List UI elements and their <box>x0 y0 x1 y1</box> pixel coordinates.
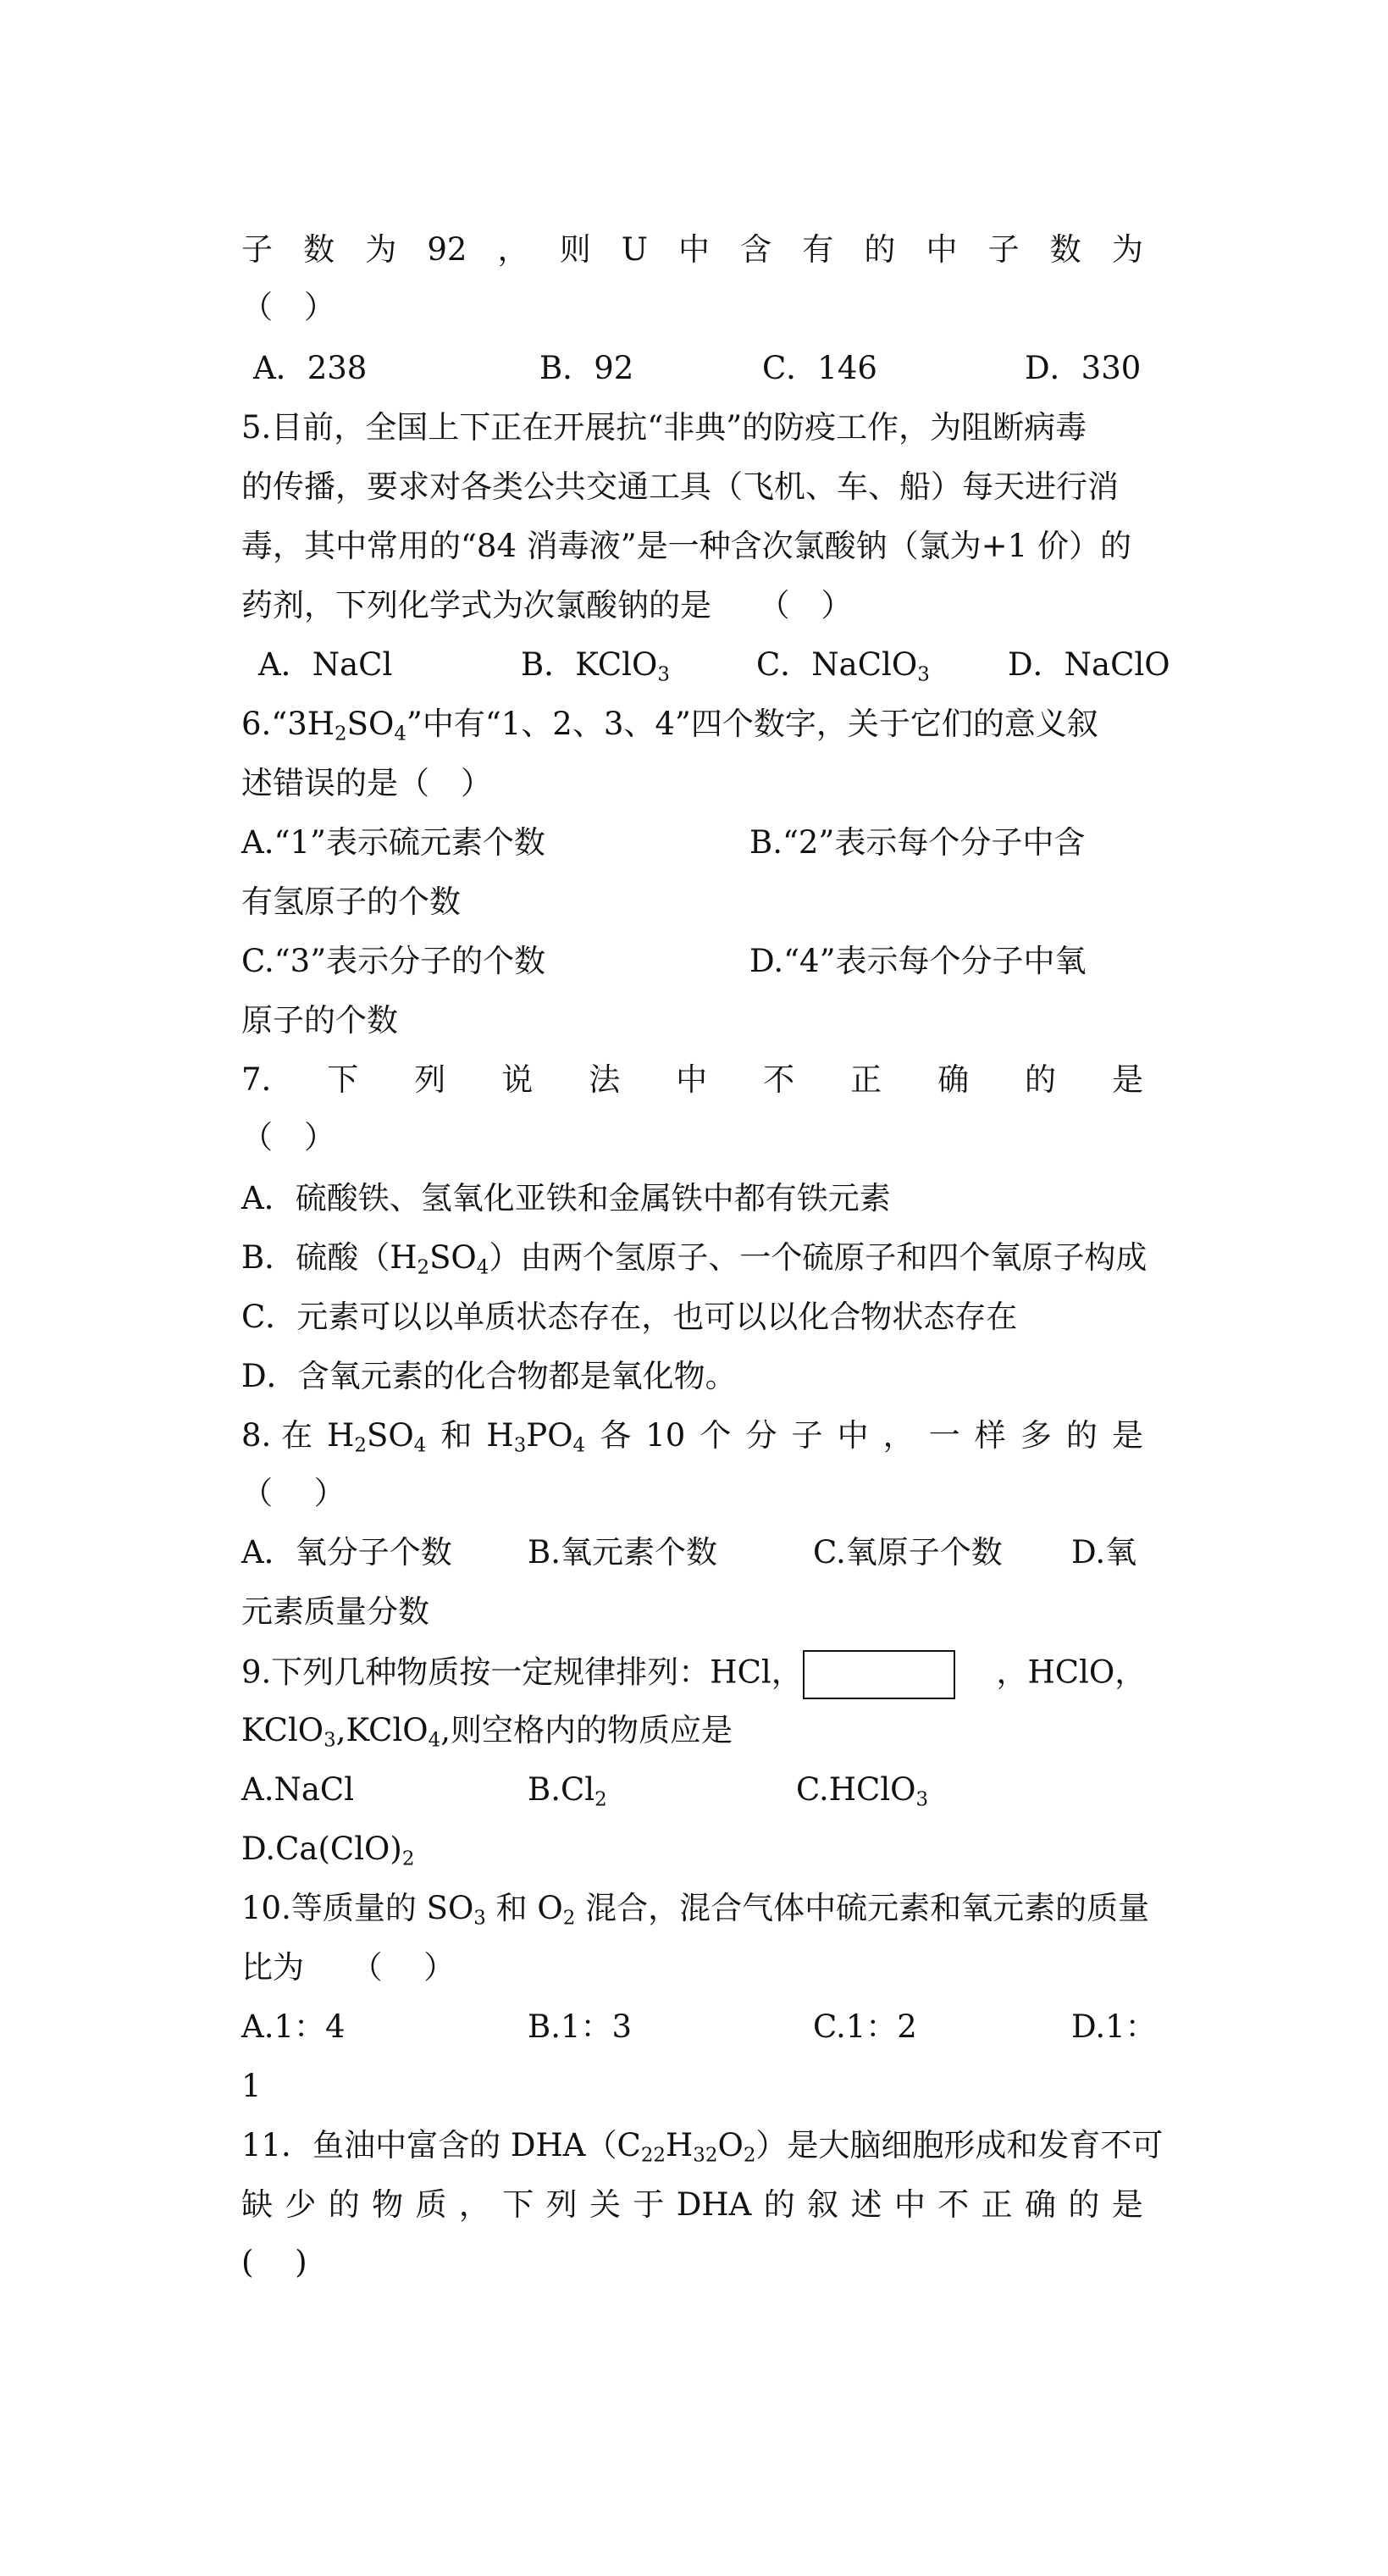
q4-option-a: A．238 <box>253 350 368 386</box>
q8-option-d-wrap: 元素质量分数 <box>241 1593 429 1630</box>
q6-option-a: A.“1”表示硫元素个数 <box>241 824 545 861</box>
q4-option-b: B．92 <box>539 350 634 386</box>
q11-paren: ( ) <box>241 2244 307 2280</box>
q5-option-a: A．NaCl <box>258 646 393 683</box>
q6-option-d: D.“4”表示每个分子中氧 <box>749 943 1087 979</box>
q10-line2: 比为 （ ） <box>241 1949 456 1986</box>
q7-option-a: A．硫酸铁、氢氧化亚铁和金属铁中都有铁元素 <box>241 1180 891 1216</box>
q6-option-b-wrap: 有氢原子的个数 <box>241 884 461 920</box>
q8-option-b: B.氧元素个数 <box>528 1534 717 1571</box>
q4-paren: （ ） <box>241 289 335 325</box>
q9-line2: KClO$_3$,KClO$_4$,则空格内的物质应是 <box>241 1712 733 1752</box>
q10-option-a: A.1：4 <box>241 2008 346 2045</box>
q7-paren: （ ） <box>241 1119 335 1155</box>
q6-option-b: B.“2”表示每个分子中含 <box>749 824 1086 861</box>
q8-option-c: C.氧原子个数 <box>813 1534 1003 1571</box>
q10-line1: 10.等质量的 $SO_3$ 和 $O_2$ 混合，混合气体中硫元素和氧元素的质量 <box>241 1890 1150 1930</box>
q11-line1: 11．鱼油中富含的 $DHA(C_{22}H_{32}O_2)$是大脑细胞形成和发育不可 <box>241 2127 1164 2167</box>
q5-line4: 药剂，下列化学式为次氯酸钠的是 （ ） <box>241 587 853 623</box>
q6-line1: $6.“3H_2SO_4$”中有“1、2、3、4”四个数字，关于它们的意义叙 <box>241 706 1098 745</box>
q7-option-b: B．硫酸$(H_2SO_4)$由两个氢原子、一个硫原子和四个氧原子构成 <box>241 1239 1147 1279</box>
q6-line2: 述错误的是（ ） <box>241 765 492 801</box>
q8-option-a: A．氧分子个数 <box>241 1534 452 1571</box>
q5-line2: 的传播，要求对各类公共交通工具（飞机、车、船）每天进行消 <box>241 468 1119 505</box>
q7-line1: 7. 下 列 说 法 中 不 正 确 的 是 <box>241 1061 1143 1098</box>
q5-line3: 毒，其中常用的“84 消毒液”是一种含次氯酸钠（氯为+1 价）的 <box>241 528 1131 564</box>
q5-option-d: D．NaClO <box>1008 646 1170 683</box>
q4-line1: 子 数 为 92 ， 则 U 中 含 有 的 中 子 数 为 <box>241 231 1143 268</box>
q6-option-d-wrap: 原子的个数 <box>241 1002 398 1039</box>
q10-option-b: B.1：3 <box>528 2008 633 2045</box>
q11-line2: 缺 少 的 物 质 ， 下 列 关 于 DHA 的 叙 述 中 不 正 确 的 是 <box>241 2186 1143 2223</box>
q9-option-b: $B.Cl_2$ <box>528 1771 607 1811</box>
q4-option-d: D．330 <box>1025 350 1142 386</box>
q5-option-b: B．KClO$_3$ <box>521 646 670 686</box>
q9-line1: 9.下列几种物质按一定规律排列：HCl， ，HClO， <box>241 1650 1143 1699</box>
q6-option-c: C.“3”表示分子的个数 <box>241 943 546 979</box>
q9-option-c: C.HClO$_3$ <box>796 1771 929 1811</box>
q10-option-c: C.1：2 <box>813 2008 917 2045</box>
q9-blank-box <box>803 1650 955 1699</box>
q7-option-c: C．元素可以以单质状态存在，也可以以化合物状态存在 <box>241 1299 1018 1335</box>
q5-line1: 5.目前，全国上下正在开展抗“非典”的防疫工作，为阻断病毒 <box>241 409 1087 446</box>
q9-option-a: A.NaCl <box>241 1771 355 1808</box>
q7-option-d: D．含氧元素的化合物都是氧化物。 <box>241 1358 737 1394</box>
q8-line1: 8. 在 $H_2SO_4$ 和 $H_3PO_4$ 各 10 个 分 子 中 ， 一 样 多 的 是 <box>241 1417 1143 1457</box>
q4-option-c: C．146 <box>762 350 877 386</box>
q10-option-d: D.1： <box>1071 2008 1157 2045</box>
q8-paren: （ ） <box>241 1475 346 1511</box>
q10-option-d-wrap: 1 <box>241 2068 262 2104</box>
q8-option-d: D.氧 <box>1071 1534 1137 1571</box>
q9-option-d: $D.Ca(ClO)_2$ <box>241 1831 415 1870</box>
q5-option-c: C．NaClO$_3$ <box>756 646 930 686</box>
